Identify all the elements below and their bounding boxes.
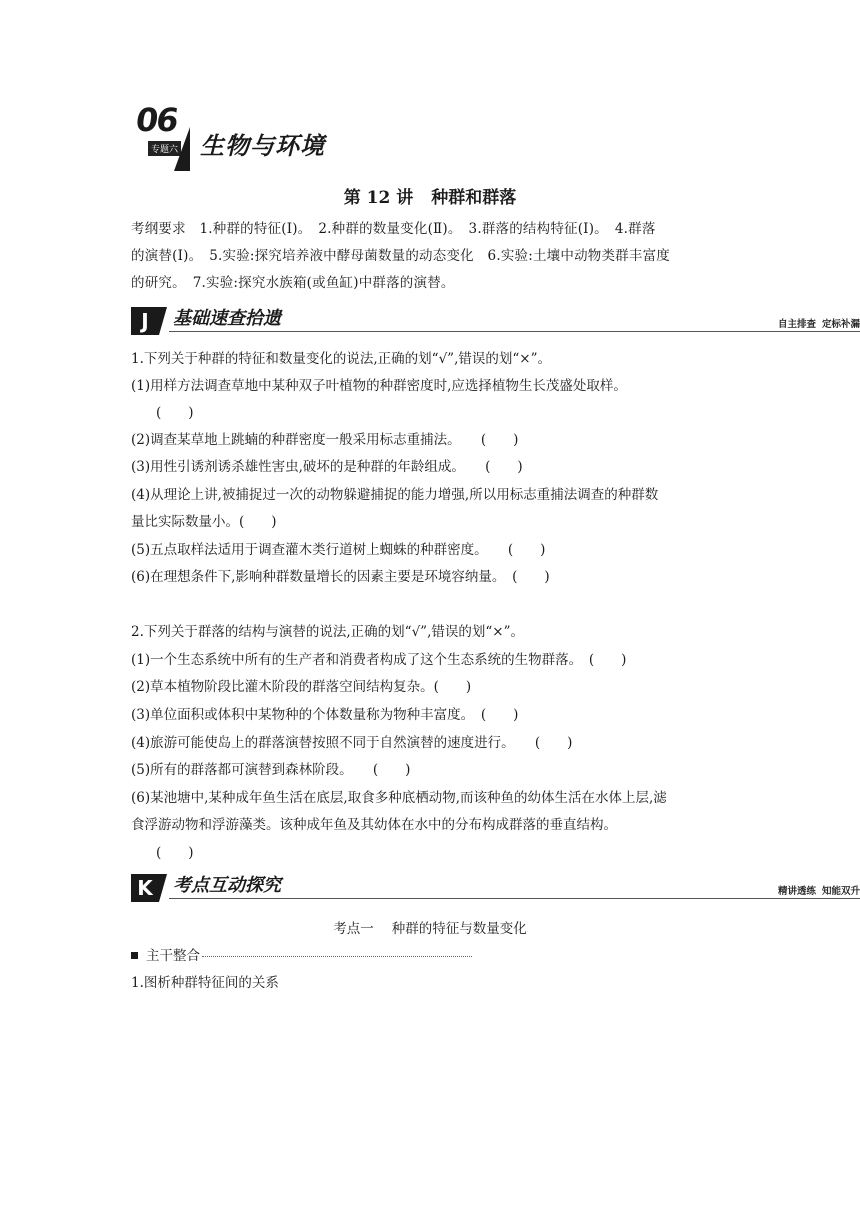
q2-item-6: (6)某池塘中,某种成年鱼生活在底层,取食多种底栖动物,而该种鱼的幼体生活在水体上层,滤 xyxy=(131,790,667,806)
q2-item-3: (3)单位面积或体积中某物种的个体数量称为物种丰富度。 ( ) xyxy=(131,707,519,723)
section-letter-j: J xyxy=(131,307,159,335)
q2-item-6-blank: ( ) xyxy=(156,845,194,861)
q1-item-5: (5)五点取样法适用于调查灌木类行道树上蜘蛛的种群密度。 ( ) xyxy=(131,542,546,558)
section-rule xyxy=(169,331,860,332)
syllabus-line-2: 的演替(Ⅰ)。 5.实验:探究培养液中酵母菌数量的动态变化 6.实验:土壤中动物类群丰富度 xyxy=(131,248,670,264)
q2-stem: 2.下列关于群落的结构与演替的说法,正确的划“√”,错误的划“×”。 xyxy=(131,624,524,640)
q1-item-4-cont: 量比实际数量小。( ) xyxy=(131,514,277,530)
section-title-exploration: 考点互动探究 xyxy=(173,875,281,896)
topic-heading xyxy=(0,917,860,937)
q1-item-3: (3)用性引诱剂诱杀雄性害虫,破坏的是种群的年龄组成。 ( ) xyxy=(131,459,523,475)
chapter-title: 生物与环境 xyxy=(200,132,325,160)
q2-item-5: (5)所有的群落都可演替到森林阶段。 ( ) xyxy=(131,762,411,778)
section-title-basics: 基础速查拾遗 xyxy=(173,308,281,329)
topic-title: 种群的特征与数量变化 xyxy=(391,921,527,937)
figure-caption: 1.图析种群特征间的关系 xyxy=(131,975,279,991)
topic-label: 考点一 xyxy=(333,921,374,937)
section-tag xyxy=(778,316,860,330)
lecture-name: 种群和群落 xyxy=(431,188,517,208)
syllabus-line-1: 考纲要求 1.种群的特征(Ⅰ)。 2.种群的数量变化(Ⅱ)。 3.群落的结构特征(Ⅰ)。 4.群落 xyxy=(131,221,656,237)
main-summary-heading xyxy=(131,944,472,964)
section-tag-1: 精讲透练 xyxy=(777,886,816,897)
lecture-number: 第 12 讲 xyxy=(343,188,414,208)
square-bullet-icon xyxy=(131,952,138,959)
q2-item-2: (2)草本植物阶段比灌木阶段的群落空间结构复杂。( ) xyxy=(131,679,472,695)
main-summary-label: 主干整合 xyxy=(146,948,200,964)
section-rule xyxy=(169,898,860,899)
q1-item-2: (2)调查某草地上跳蝻的种群密度一般采用标志重捕法。 ( ) xyxy=(131,432,519,448)
section-tag-2: 定标补漏 xyxy=(821,319,860,330)
q1-stem: 1.下列关于种群的特征和数量变化的说法,正确的划“√”,错误的划“×”。 xyxy=(131,351,551,367)
chapter-number: 06 xyxy=(133,101,180,139)
syllabus-line-3: 的研究。 7.实验:探究水族箱(或鱼缸)中群落的演替。 xyxy=(131,275,455,291)
section-letter-k: K xyxy=(131,874,159,902)
chapter-badge xyxy=(133,101,190,171)
section-header-basics xyxy=(131,307,860,337)
q2-item-4: (4)旅游可能使岛上的群落演替按照不同于自然演替的速度进行。 ( ) xyxy=(131,735,573,751)
lecture-title xyxy=(0,183,860,208)
section-header-exploration xyxy=(131,874,860,904)
section-tag xyxy=(778,883,860,897)
q1-item-1-blank: ( ) xyxy=(156,405,194,421)
chapter-sub-label: 专题六 xyxy=(148,141,181,156)
section-tag-2: 知能双升 xyxy=(821,886,860,897)
dotted-leader xyxy=(202,956,472,957)
section-tag-1: 自主排查 xyxy=(777,319,816,330)
q2-item-6-cont: 食浮游动物和浮游藻类。该种成年鱼及其幼体在水中的分布构成群落的垂直结构。 xyxy=(131,817,617,833)
q2-item-1: (1)一个生态系统中所有的生产者和消费者构成了这个生态系统的生物群落。 ( ) xyxy=(131,652,627,668)
q1-item-1: (1)用样方法调查草地中某种双子叶植物的种群密度时,应选择植物生长茂盛处取样。 xyxy=(131,378,627,394)
badge-corner-shape xyxy=(166,127,190,171)
q1-item-4: (4)从理论上讲,被捕捉过一次的动物躲避捕捉的能力增强,所以用标志重捕法调查的种群数 xyxy=(131,487,659,503)
q1-item-6: (6)在理想条件下,影响种群数量增长的因素主要是环境容纳量。 ( ) xyxy=(131,569,550,585)
